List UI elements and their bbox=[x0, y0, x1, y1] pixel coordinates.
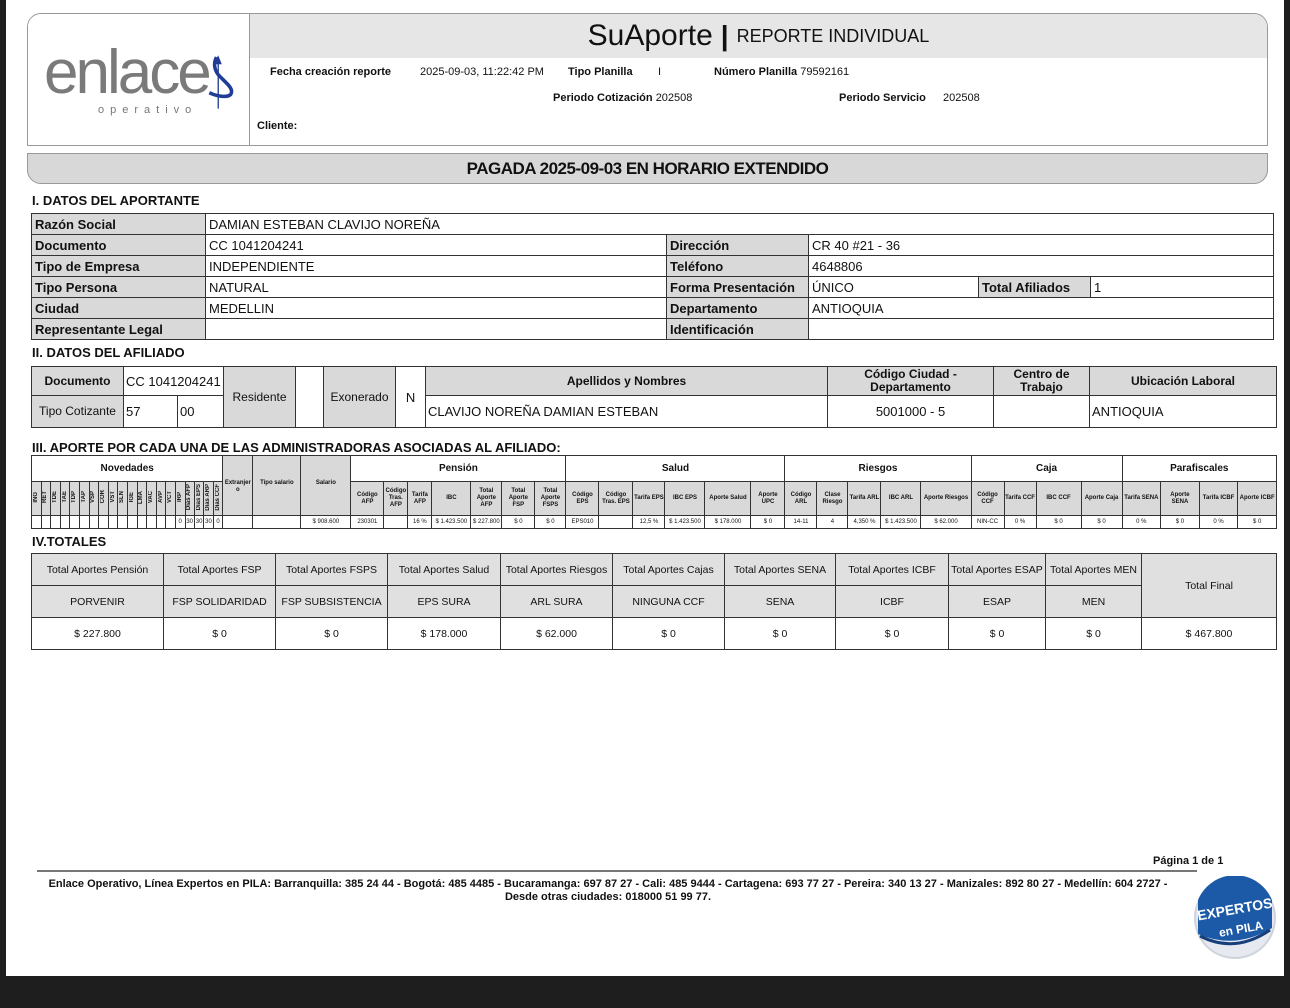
logo-subtext: operativo bbox=[98, 104, 198, 116]
pension-column-header: Tarifa AFP bbox=[408, 482, 432, 516]
parafiscales-value: $ 0 bbox=[1238, 516, 1277, 529]
novedad-value: 0 bbox=[175, 516, 185, 529]
parafiscales-value: 0 % bbox=[1199, 516, 1238, 529]
enlace-logo bbox=[28, 14, 250, 146]
identificacion-value bbox=[809, 319, 1274, 340]
caja-value: $ 0 bbox=[1081, 516, 1122, 529]
novedad-header-text: IRP bbox=[176, 491, 183, 502]
pension-value: 16 % bbox=[408, 516, 432, 529]
tipo-persona-label: Tipo Persona bbox=[32, 277, 206, 298]
caja-value: 0 % bbox=[1004, 516, 1036, 529]
logo-text: enlace bbox=[44, 38, 209, 107]
section-aportes-title: III. APORTE POR CADA UNA DE LAS ADMINISTRADORAS ASOCIADAS AL AFILIADO: bbox=[32, 440, 561, 455]
total-column-entity: ARL SURA bbox=[501, 586, 613, 618]
caja-column-header: Tarifa CCF bbox=[1004, 482, 1036, 516]
total-column-label: Total Aportes MEN bbox=[1046, 554, 1142, 586]
novedad-value bbox=[41, 516, 51, 529]
novedad-header-text: TAE bbox=[61, 491, 68, 503]
novedad-value bbox=[51, 516, 61, 529]
nombres-value: CLAVIJO NOREÑA DAMIAN ESTEBAN bbox=[426, 396, 828, 428]
novedad-header-text: LMA bbox=[138, 490, 145, 504]
parafiscales-column-header: Aporte SENA bbox=[1161, 482, 1200, 516]
total-column-entity: FSP SUBSISTENCIA bbox=[276, 586, 388, 618]
forma-presentacion-label: Forma Presentación bbox=[667, 277, 809, 298]
group-parafiscales: Parafiscales bbox=[1122, 456, 1276, 482]
documento-value: CC 1041204241 bbox=[206, 235, 667, 256]
app-title: SuAporte bbox=[587, 19, 713, 52]
pension-value: 230301 bbox=[351, 516, 384, 529]
razon-social-value: DAMIAN ESTEBAN CLAVIJO NOREÑA bbox=[206, 214, 1274, 235]
section-afiliado-title: II. DATOS DEL AFILIADO bbox=[32, 345, 185, 360]
novedad-header-text: Días AFP bbox=[186, 483, 193, 511]
direccion-value: CR 40 #21 - 36 bbox=[809, 235, 1274, 256]
pension-value bbox=[384, 516, 408, 529]
expertos-pila-badge-icon bbox=[1186, 876, 1284, 960]
total-column-value: $ 0 bbox=[613, 618, 725, 650]
total-column-label: Total Aportes FSP bbox=[164, 554, 276, 586]
extranjero-value bbox=[223, 516, 253, 529]
table-row bbox=[32, 319, 1274, 340]
salud-value: $ 1.423.500 bbox=[665, 516, 705, 529]
novedad-value bbox=[60, 516, 70, 529]
riesgos-column-header: Tarifa ARL bbox=[848, 482, 881, 516]
novedad-header-text: VAC bbox=[147, 490, 154, 504]
total-final-label: Total Final bbox=[1142, 554, 1277, 618]
residente-label: Residente bbox=[224, 367, 296, 428]
novedad-header-text: VCT bbox=[167, 491, 174, 503]
title-band bbox=[250, 14, 1267, 58]
forma-presentacion-value: ÚNICO bbox=[809, 277, 979, 298]
total-column-value: $ 0 bbox=[725, 618, 836, 650]
novedad-header bbox=[175, 482, 185, 516]
tipo-planilla-label: Tipo Planilla bbox=[568, 66, 633, 78]
salud-value: $ 0 bbox=[751, 516, 785, 529]
total-column-entity: PORVENIR bbox=[32, 586, 164, 618]
novedad-header bbox=[166, 482, 176, 516]
salud-value: 12,5 % bbox=[633, 516, 665, 529]
page-indicator: Página 1 de 1 bbox=[1153, 855, 1224, 867]
nombres-label: Apellidos y Nombres bbox=[426, 367, 828, 396]
aportante-table bbox=[31, 213, 1274, 340]
total-afiliados-label: Total Afiliados bbox=[979, 277, 1091, 298]
novedad-header-text: Días CCF bbox=[214, 483, 221, 511]
payment-status-banner: PAGADA 2025-09-03 EN HORARIO EXTENDIDO bbox=[27, 153, 1268, 184]
residente-value bbox=[296, 367, 324, 428]
table-row bbox=[32, 298, 1274, 319]
parafiscales-column-header: Tarifa SENA bbox=[1122, 482, 1161, 516]
pension-value: $ 1.423.500 bbox=[432, 516, 471, 529]
ciudad-label: Ciudad bbox=[32, 298, 206, 319]
total-column-label: Total Aportes ICBF bbox=[836, 554, 949, 586]
novedad-header bbox=[32, 482, 42, 516]
total-final-value: $ 467.800 bbox=[1142, 618, 1277, 650]
novedad-header-text: COR bbox=[99, 490, 106, 504]
exonerado-label: Exonerado bbox=[324, 367, 396, 428]
table-row bbox=[32, 586, 1277, 618]
periodo-cotizacion-value: 202508 bbox=[655, 92, 693, 104]
total-column-label: Total Aportes ESAP bbox=[949, 554, 1046, 586]
total-column-value: $ 0 bbox=[949, 618, 1046, 650]
pension-column-header: Código Tras. AFP bbox=[384, 482, 408, 516]
telefono-label: Teléfono bbox=[667, 256, 809, 277]
total-column-value: $ 0 bbox=[1046, 618, 1142, 650]
centro-trabajo-value bbox=[994, 396, 1090, 428]
total-column-value: $ 227.800 bbox=[32, 618, 164, 650]
extranjero-header: Extranjero bbox=[223, 456, 253, 516]
razon-social-label: Razón Social bbox=[32, 214, 206, 235]
novedad-header-text: IGE bbox=[128, 491, 135, 503]
novedad-value: 30 bbox=[204, 516, 213, 529]
novedad-header-text: RET bbox=[42, 491, 49, 503]
total-column-label: Total Aportes SENA bbox=[725, 554, 836, 586]
totales-table bbox=[31, 553, 1277, 650]
tipo-persona-value: NATURAL bbox=[206, 277, 667, 298]
novedad-header bbox=[156, 482, 166, 516]
table-row bbox=[32, 482, 1277, 516]
salud-column-header: Código Tras. EPS bbox=[599, 482, 633, 516]
exonerado-value: N bbox=[396, 367, 426, 428]
total-column-entity: ICBF bbox=[836, 586, 949, 618]
novedad-header-text: VSP bbox=[90, 490, 97, 503]
table-row bbox=[32, 277, 1274, 298]
total-column-entity: SENA bbox=[725, 586, 836, 618]
salud-column-header: IBC EPS bbox=[665, 482, 705, 516]
caja-column-header: Código CCF bbox=[971, 482, 1004, 516]
parafiscales-value: $ 0 bbox=[1161, 516, 1200, 529]
documento-label: Documento bbox=[32, 235, 206, 256]
novedad-value bbox=[127, 516, 137, 529]
total-column-entity: ESAP bbox=[949, 586, 1046, 618]
novedad-header bbox=[70, 482, 80, 516]
total-column-label: Total Aportes FSPS bbox=[276, 554, 388, 586]
parafiscales-column-header: Tarifa ICBF bbox=[1199, 482, 1238, 516]
novedad-value bbox=[70, 516, 80, 529]
novedad-header-text: TAP bbox=[80, 491, 87, 503]
novedad-header bbox=[51, 482, 61, 516]
table-row bbox=[32, 516, 1277, 529]
salario-header: Salario bbox=[301, 456, 351, 516]
cliente-label: Cliente: bbox=[257, 120, 298, 132]
tipo-empresa-label: Tipo de Empresa bbox=[32, 256, 206, 277]
group-riesgos: Riesgos bbox=[785, 456, 971, 482]
novedad-value bbox=[99, 516, 109, 529]
badge-text-2: en PILA bbox=[1217, 918, 1265, 940]
pension-column-header: Código AFP bbox=[351, 482, 384, 516]
salario-value: $ 908.600 bbox=[301, 516, 351, 529]
riesgos-value: 14-11 bbox=[785, 516, 817, 529]
novedad-header bbox=[79, 482, 89, 516]
pension-column-header: Total Aporte FSPS bbox=[535, 482, 566, 516]
riesgos-value: 4,350 % bbox=[848, 516, 881, 529]
footer-line-1: Enlace Operativo, Línea Expertos en PILA: Barranquilla: 385 24 44 - Bogotá: 485 4485 - Bucaramanga: 697 87 27 - Cali: 485 9444 - Cartagena: 693 77 27 - Pereira: 340 13 27 - Manizales: 892 80 27 - Medellín: 604 2727 - bbox=[48, 878, 1168, 890]
novedad-header bbox=[137, 482, 147, 516]
report-page bbox=[6, 0, 1284, 976]
periodo-servicio-value: 202508 bbox=[943, 92, 980, 104]
total-column-value: $ 0 bbox=[836, 618, 949, 650]
novedad-value bbox=[79, 516, 89, 529]
novedad-header bbox=[60, 482, 70, 516]
novedad-header-text: TDP bbox=[71, 491, 78, 503]
group-caja: Caja bbox=[971, 456, 1122, 482]
novedad-value bbox=[147, 516, 157, 529]
badge-text-1: EXPERTOS bbox=[1196, 894, 1274, 924]
total-column-label: Total Aportes Cajas bbox=[613, 554, 725, 586]
table-row bbox=[32, 256, 1274, 277]
salud-column-header: Aporte UPC bbox=[751, 482, 785, 516]
salud-column-header: Aporte Salud bbox=[705, 482, 751, 516]
novedad-value bbox=[89, 516, 99, 529]
footer-line-2: Desde otras ciudades: 018000 51 99 77. bbox=[504, 891, 712, 903]
tipo-planilla-value: I bbox=[658, 66, 662, 78]
afiliado-documento-value: CC 1041204241 bbox=[124, 367, 224, 396]
pension-value: $ 227.800 bbox=[471, 516, 502, 529]
table-row bbox=[32, 554, 1277, 586]
section-aportante-title: I. DATOS DEL APORTANTE bbox=[32, 193, 200, 208]
ubicacion-value: ANTIOQUIA bbox=[1090, 396, 1277, 428]
caja-column-header: Aporte Caja bbox=[1081, 482, 1122, 516]
novedad-header bbox=[118, 482, 128, 516]
novedad-value bbox=[32, 516, 42, 529]
tipo-salario-value bbox=[253, 516, 301, 529]
report-title: REPORTE INDIVIDUAL bbox=[736, 26, 930, 46]
pension-column-header: IBC bbox=[432, 482, 471, 516]
logo-arrow-icon bbox=[204, 52, 236, 112]
representante-value bbox=[206, 319, 667, 340]
representante-label: Representante Legal bbox=[32, 319, 206, 340]
total-column-value: $ 62.000 bbox=[501, 618, 613, 650]
novedad-header bbox=[108, 482, 118, 516]
total-column-label: Total Aportes Riesgos bbox=[501, 554, 613, 586]
table-row bbox=[32, 396, 1277, 428]
table-row bbox=[32, 456, 1277, 482]
telefono-value: 4648806 bbox=[809, 256, 1274, 277]
table-row bbox=[32, 214, 1274, 235]
salud-value: EPS010 bbox=[566, 516, 599, 529]
total-afiliados-value: 1 bbox=[1091, 277, 1274, 298]
novedad-header-text: TDE bbox=[51, 491, 58, 503]
total-column-value: $ 0 bbox=[164, 618, 276, 650]
table-row bbox=[32, 618, 1277, 650]
riesgos-column-header: IBC ARL bbox=[881, 482, 921, 516]
novedad-header-text: Días EPS bbox=[195, 483, 202, 511]
novedad-value bbox=[166, 516, 176, 529]
novedad-header-text: SLN bbox=[119, 491, 126, 503]
salud-column-header: Código EPS bbox=[566, 482, 599, 516]
total-column-label: Total Aportes Salud bbox=[388, 554, 501, 586]
novedad-header bbox=[147, 482, 157, 516]
novedad-value bbox=[137, 516, 147, 529]
report-header bbox=[27, 13, 1268, 146]
riesgos-column-header: Aporte Riesgos bbox=[921, 482, 971, 516]
codigo-ciudad-value: 5001000 - 5 bbox=[828, 396, 994, 428]
afiliado-table bbox=[31, 366, 1277, 428]
aportes-table bbox=[31, 455, 1277, 529]
novedad-header bbox=[89, 482, 99, 516]
total-column-value: $ 178.000 bbox=[388, 618, 501, 650]
numero-planilla: Número Planilla 79592161 bbox=[714, 66, 850, 78]
salud-column-header: Tarifa EPS bbox=[633, 482, 665, 516]
novedad-value bbox=[108, 516, 118, 529]
section-totales-title: IV.TOTALES bbox=[32, 534, 107, 549]
numero-planilla-value: 79592161 bbox=[800, 66, 850, 78]
novedad-header bbox=[99, 482, 109, 516]
table-row bbox=[32, 235, 1274, 256]
novedad-header-text: ING bbox=[32, 491, 39, 503]
novedad-header bbox=[213, 482, 223, 516]
codigo-ciudad-label: Código Ciudad - Departamento bbox=[828, 367, 994, 396]
tipo-salario-header: Tipo salario bbox=[253, 456, 301, 516]
caja-column-header: IBC CCF bbox=[1036, 482, 1081, 516]
identificacion-label: Identificación bbox=[667, 319, 809, 340]
departamento-label: Departamento bbox=[667, 298, 809, 319]
novedad-value bbox=[118, 516, 128, 529]
novedad-header-text: VST bbox=[109, 491, 116, 503]
total-column-entity: EPS SURA bbox=[388, 586, 501, 618]
novedad-header bbox=[41, 482, 51, 516]
novedad-header-text: AVP bbox=[157, 491, 164, 503]
tipo-cotizante-label: Tipo Cotizante bbox=[32, 396, 124, 428]
direccion-label: Dirección bbox=[667, 235, 809, 256]
pension-column-header: Total Aporte AFP bbox=[471, 482, 502, 516]
total-column-entity: NINGUNA CCF bbox=[613, 586, 725, 618]
novedad-header bbox=[127, 482, 137, 516]
riesgos-value: 4 bbox=[817, 516, 848, 529]
caja-value: NIN-CC bbox=[971, 516, 1004, 529]
footer-contact bbox=[28, 878, 1188, 904]
salud-value bbox=[599, 516, 633, 529]
periodo-cotizacion: Periodo Cotización 202508 bbox=[553, 92, 693, 104]
parafiscales-column-header: Aporte ICBF bbox=[1238, 482, 1277, 516]
novedad-header bbox=[194, 482, 203, 516]
caja-value: $ 0 bbox=[1036, 516, 1081, 529]
total-column-value: $ 0 bbox=[276, 618, 388, 650]
riesgos-value: $ 62.000 bbox=[921, 516, 971, 529]
novedad-value bbox=[156, 516, 166, 529]
pension-value: $ 0 bbox=[502, 516, 535, 529]
group-novedades: Novedades bbox=[32, 456, 223, 482]
afiliado-documento-label: Documento bbox=[32, 367, 124, 396]
total-column-label: Total Aportes Pensión bbox=[32, 554, 164, 586]
group-pension: Pensión bbox=[351, 456, 566, 482]
novedad-header bbox=[185, 482, 194, 516]
fecha-value: 2025-09-03, 11:22:42 PM bbox=[420, 66, 544, 78]
riesgos-column-header: Clase Riesgo bbox=[817, 482, 848, 516]
novedad-value: 30 bbox=[194, 516, 203, 529]
novedad-value: 0 bbox=[213, 516, 223, 529]
fecha-label: Fecha creación reporte bbox=[270, 66, 392, 78]
total-column-entity: MEN bbox=[1046, 586, 1142, 618]
novedad-value: 30 bbox=[185, 516, 194, 529]
novedad-header-text: Días ARP bbox=[204, 483, 211, 511]
ciudad-value: MEDELLIN bbox=[206, 298, 667, 319]
group-salud: Salud bbox=[566, 456, 785, 482]
total-column-entity: FSP SOLIDARIDAD bbox=[164, 586, 276, 618]
title-separator: | bbox=[720, 20, 729, 51]
novedad-header bbox=[204, 482, 213, 516]
tipo-empresa-value: INDEPENDIENTE bbox=[206, 256, 667, 277]
riesgos-value: $ 1.423.500 bbox=[881, 516, 921, 529]
window-edge bbox=[1284, 0, 1290, 1008]
parafiscales-value: 0 % bbox=[1122, 516, 1161, 529]
footer-divider bbox=[37, 870, 1197, 872]
periodo-servicio-label: Periodo Servicio bbox=[839, 92, 926, 104]
ubicacion-label: Ubicación Laboral bbox=[1090, 367, 1277, 396]
riesgos-column-header: Código ARL bbox=[785, 482, 817, 516]
pension-value: $ 0 bbox=[535, 516, 566, 529]
centro-trabajo-label: Centro de Trabajo bbox=[994, 367, 1090, 396]
tipo-cotizante-value: 57 bbox=[124, 396, 178, 428]
subtipo-value: 00 bbox=[178, 396, 224, 428]
departamento-value: ANTIOQUIA bbox=[809, 298, 1274, 319]
table-row bbox=[32, 367, 1277, 396]
pension-column-header: Total Aporte FSP bbox=[502, 482, 535, 516]
salud-value: $ 178.000 bbox=[705, 516, 751, 529]
